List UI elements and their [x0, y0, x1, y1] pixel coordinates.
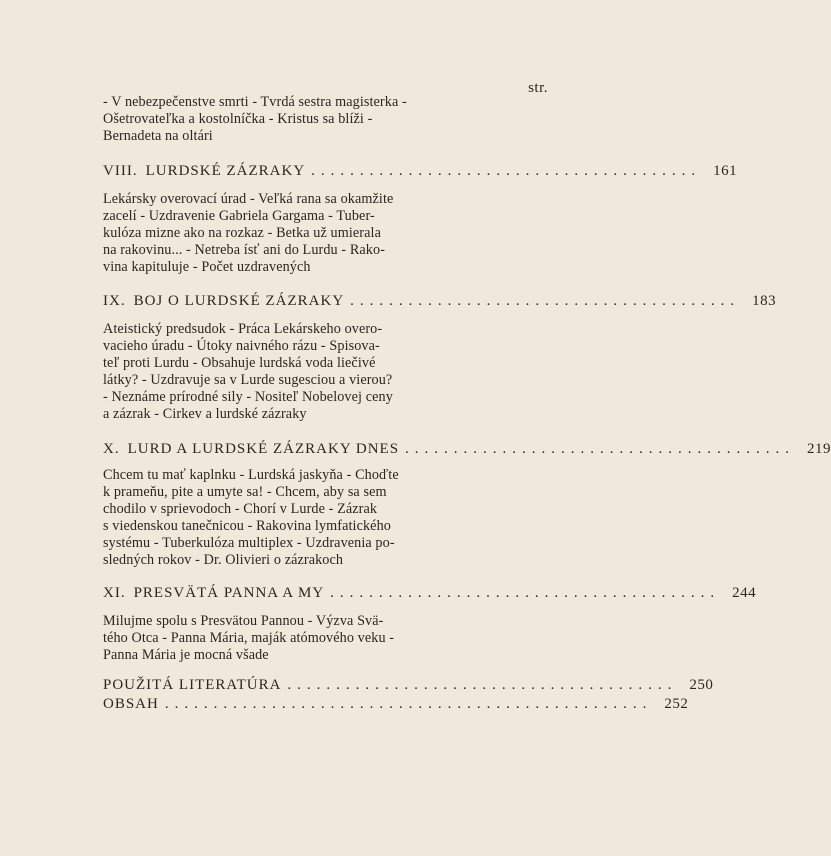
- toc-entry-chapter-9[interactable]: [103, 293, 777, 310]
- entry-title: OBSAH: [103, 696, 159, 712]
- description-line: zacelí - Uzdravenie Gabriela Gargama - Tuber-: [103, 208, 375, 224]
- dot-leader: ........................................: [405, 441, 796, 457]
- description-line: systému - Tuberkulóza multiplex - Uzdravenia po-: [103, 535, 395, 551]
- chapter-number: X.: [103, 441, 120, 457]
- chapter-title: BOJ O LURDSKÉ ZÁZRAKY: [133, 293, 345, 309]
- chapter-number: IX.: [103, 293, 126, 309]
- dot-leader: ..................................................: [164, 696, 653, 712]
- page-number: 161: [713, 163, 738, 179]
- dot-leader: ........................................: [350, 293, 741, 309]
- toc-entry-chapter-10[interactable]: [103, 441, 831, 458]
- description-line: Lekársky overovací úrad - Veľká rana sa okamžite: [103, 191, 394, 207]
- page-column-label: str.: [528, 80, 548, 96]
- entry-title: POUŽITÁ LITERATÚRA: [103, 677, 282, 693]
- description-line: k prameňu, pite a umyte sa! - Chcem, aby sa sem: [103, 484, 387, 500]
- description-line: Ošetrovateľka a kostolníčka - Kristus sa blíži -: [103, 111, 373, 127]
- description-line: Milujme spolu s Presvätou Pannou - Výzva Svä-: [103, 613, 384, 629]
- page-number: 244: [732, 585, 757, 601]
- description-line: Panna Mária je mocná všade: [103, 647, 269, 663]
- description-line: kulóza mizne ako na rozkaz - Betka už umierala: [103, 225, 381, 241]
- chapter-8-description: [103, 191, 505, 276]
- description-line: vina kapituluje - Počet uzdravených: [103, 259, 311, 275]
- page-number: 219: [807, 441, 831, 457]
- toc-entry-chapter-8[interactable]: [103, 163, 738, 180]
- description-line: Bernadeta na oltári: [103, 128, 213, 144]
- description-line: - Neznáme prírodné sily - Nositeľ Nobelovej ceny: [103, 389, 393, 405]
- page-number: 252: [664, 696, 689, 712]
- description-line: s viedenskou tanečnicou - Rakovina lymfatického: [103, 518, 391, 534]
- dot-leader: ........................................: [287, 677, 678, 693]
- chapter-11-description: [103, 613, 505, 664]
- description-line: vacieho úradu - Útoky naivného rázu - Spisova-: [103, 338, 380, 354]
- toc-entry-contents[interactable]: [103, 696, 689, 713]
- page-number: 183: [752, 293, 777, 309]
- description-line: - V nebezpečenstve smrti - Tvrdá sestra magisterka -: [103, 94, 407, 110]
- chapter-number: XI.: [103, 585, 126, 601]
- page-number: 250: [689, 677, 714, 693]
- description-line: teľ proti Lurdu - Obsahuje lurdská voda liečivé: [103, 355, 376, 371]
- chapter-title: LURD A LURDSKÉ ZÁZRAKY DNES: [127, 441, 400, 457]
- description-line: a zázrak - Cirkev a lurdské zázraky: [103, 406, 307, 422]
- chapter-title: PRESVÄTÁ PANNA A MY: [133, 585, 325, 601]
- description-line: Ateistický predsudok - Práca Lekárskeho overo-: [103, 321, 383, 337]
- description-line: na rakovinu... - Netreba ísť ani do Lurdu - Rako-: [103, 242, 386, 258]
- description-line: látky? - Uzdravuje sa v Lurde sugesciou a vierou?: [103, 372, 393, 388]
- intro-description: [103, 94, 505, 145]
- description-line: tého Otca - Panna Mária, maják atómového veku -: [103, 630, 395, 646]
- chapter-title: LURDSKÉ ZÁZRAKY: [145, 163, 306, 179]
- dot-leader: ........................................: [311, 163, 702, 179]
- chapter-number: VIII.: [103, 163, 138, 179]
- description-line: Chcem tu mať kaplnku - Lurdská jaskyňa - Choďte: [103, 467, 399, 483]
- description-line: chodilo v sprievodoch - Chorí v Lurde - Zázrak: [103, 501, 378, 517]
- toc-entry-chapter-11[interactable]: [103, 585, 757, 602]
- toc-entry-bibliography[interactable]: [103, 677, 714, 694]
- chapter-10-description: [103, 467, 505, 569]
- description-line: sledných rokov - Dr. Olivieri o zázrakoch: [103, 552, 344, 568]
- dot-leader: ........................................: [330, 585, 721, 601]
- chapter-9-description: [103, 321, 505, 423]
